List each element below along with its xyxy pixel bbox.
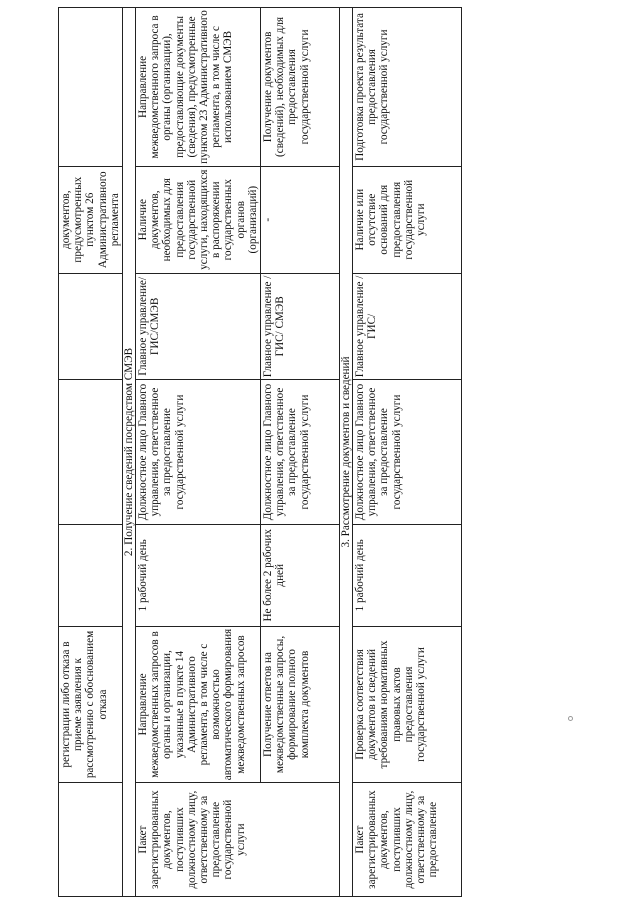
- table-row: [136, 8, 261, 897]
- continuation-result: документов, предусмотренных пунктом 26 Административного регламента: [59, 166, 123, 273]
- criteria-cell: Наличие или отсутствие оснований для предоставления государственной услуги: [353, 166, 462, 273]
- table-row: [353, 8, 462, 897]
- place-cell: Главное управление/ГИС/СМЭВ: [136, 273, 261, 380]
- responsible-cell: Должностное лицо Главного управления, ответственное за предоставление государственной услуги: [136, 380, 261, 525]
- responsible-cell: Должностное лицо Главного управления, ответственное за предоставление государственной услуги: [353, 380, 462, 525]
- continuation-basis: [59, 783, 123, 897]
- action-cell: Направление межведомственных запросов в органы и организации, указанные в пункте 14 Административного регламента, в том числе с возможностью автоматического формирования межведомственных запросов: [136, 626, 261, 782]
- criteria-cell: -: [261, 166, 340, 273]
- section-title: 3. Рассмотрение документов и сведений: [340, 8, 353, 897]
- result-cell: Получение документов (сведений), необходимых для предоставления государственной услуги: [261, 8, 340, 167]
- responsible-cell: Должностное лицо Главного управления, ответственное за предоставление государственной услуги: [261, 380, 340, 525]
- continuation-term: [59, 524, 123, 626]
- continuation-row: [59, 8, 123, 897]
- action-cell: Проверка соответствия документов и сведений требованиям нормативных правовых актов предоставления государственной услуги: [353, 626, 462, 782]
- continuation-action: регистрации либо отказа в приеме заявления к рассмотрению с обоснованием отказа: [59, 626, 123, 782]
- basis-cell: Пакет зарегистрированных документов, поступивших должностному лицу, ответственному за предоставление: [353, 783, 462, 897]
- result-cell: Подготовка проекта результата предоставления государственной услуги: [353, 8, 462, 167]
- term-cell: 1 рабочий день: [353, 524, 462, 626]
- table-row: [261, 8, 340, 897]
- scan-speck: [568, 716, 573, 721]
- continuation-place: [59, 273, 123, 380]
- place-cell: Главное управление /ГИС/: [353, 273, 462, 380]
- action-cell: Получение ответов на межведомственные запросы, формирование полного комплекта документов: [261, 626, 340, 782]
- section-row: [340, 8, 353, 897]
- continuation-responsible: [59, 380, 123, 525]
- term-cell: Не более 2 рабочих дней: [261, 524, 340, 626]
- section-title: 2. Получение сведений посредством СМЭВ: [123, 8, 136, 897]
- continuation-extra: [59, 8, 123, 167]
- term-cell: 1 рабочий день: [136, 524, 261, 626]
- place-cell: Главное управление /ГИС/ СМЭВ: [261, 273, 340, 380]
- basis-cell: Пакет зарегистрированных документов, поступивших должностному лицу, ответственному за предоставление государственной услуги: [136, 783, 340, 897]
- section-row: [123, 8, 136, 897]
- result-cell: Направление межведомственного запроса в органы (организации), предоставляющие документы (сведения), предусмотренные пунктом 23 Административного регламента, в том числе с использованием СМЭВ: [136, 8, 261, 167]
- process-table: [58, 7, 462, 897]
- criteria-cell: Наличие документов, необходимых для предоставления государственной услуги, находящихся в распоряжении государственных органов (организаций): [136, 166, 261, 273]
